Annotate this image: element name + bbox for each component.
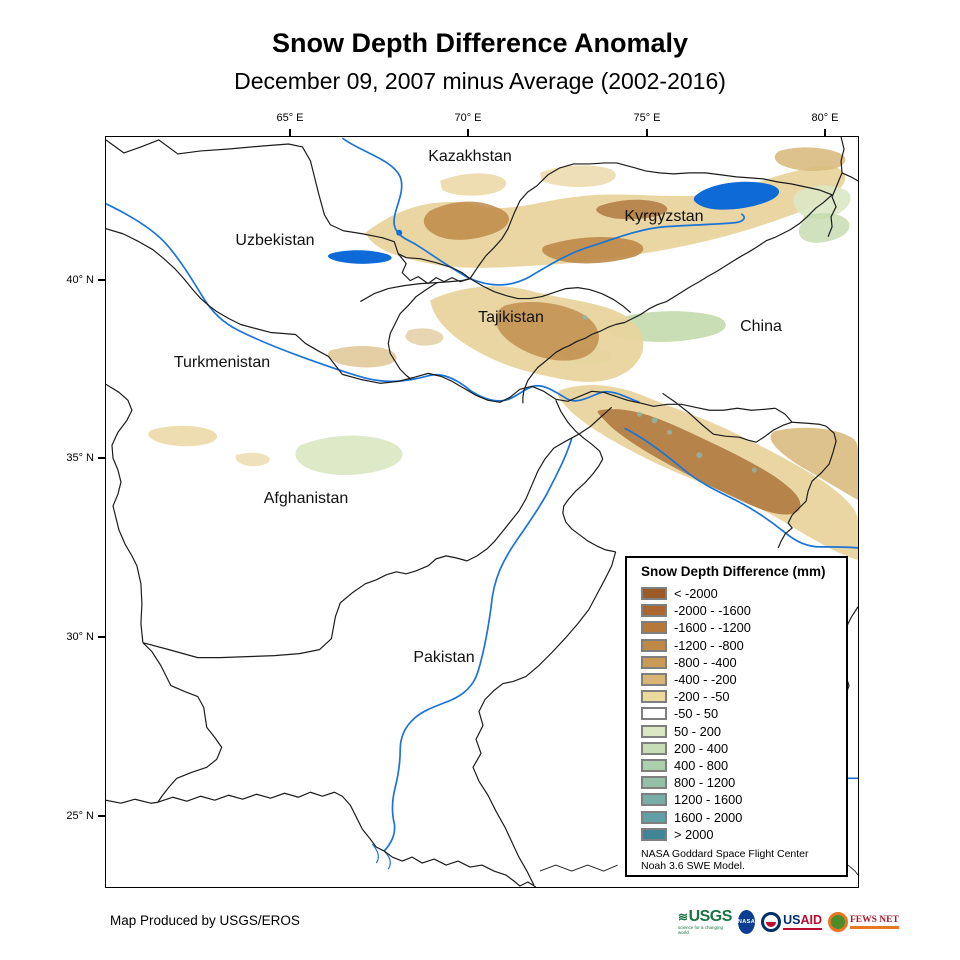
map-credit: Map Produced by USGS/EROS	[110, 913, 300, 928]
legend-swatch	[641, 759, 667, 772]
y-tick-label: 30° N	[66, 631, 94, 643]
legend-row	[641, 671, 846, 688]
legend-swatch	[641, 656, 667, 669]
legend-row	[641, 585, 846, 602]
legend-row	[641, 619, 846, 636]
legend-label: -400 - -200	[674, 672, 737, 688]
raster-afghan-tan1	[328, 346, 396, 368]
legend-label: -800 - -400	[674, 654, 737, 670]
legend-swatch	[641, 742, 667, 755]
page-subtitle: December 09, 2007 minus Average (2002-2016)	[234, 68, 726, 94]
usaid-logo	[761, 912, 822, 932]
legend-swatch	[641, 673, 667, 686]
raster-west-tan1	[148, 426, 217, 447]
x-tick-70e	[467, 129, 469, 136]
usgs-wordmark	[678, 909, 732, 925]
legend-source-line2: Noah 3.6 SWE Model.	[641, 860, 745, 873]
legend-row	[641, 602, 846, 619]
legend-swatch	[641, 828, 667, 841]
fews-wordmark	[850, 916, 899, 929]
legend-row	[641, 774, 846, 791]
usgs-flag-icon: ≋	[678, 910, 688, 924]
legend-source	[641, 848, 846, 873]
usaid-bar	[783, 928, 822, 931]
legend-box	[625, 556, 848, 877]
country-label-kyrgyzstan: Kyrgyzstan	[624, 208, 704, 225]
x-tick-label: 65° E	[276, 112, 304, 124]
nasa-logo: NASA	[738, 910, 755, 934]
legend-label: -200 - -50	[674, 689, 730, 705]
x-tick-label: 75° E	[633, 112, 661, 124]
legend-row	[641, 723, 846, 740]
raster-kaz-tan	[540, 165, 616, 187]
page-title: Snow Depth Difference Anomaly	[271, 28, 689, 58]
legend-label: 200 - 400	[674, 740, 729, 756]
legend-label: 800 - 1200	[674, 775, 736, 791]
fews-net-logo	[828, 912, 899, 932]
y-tick-label: 40° N	[66, 274, 94, 286]
border-india-pak	[473, 552, 616, 885]
legend-label: < -2000	[674, 586, 718, 602]
legend-label: -1200 - -800	[674, 637, 744, 653]
fews-globe-icon	[828, 912, 848, 932]
river-indus	[384, 438, 571, 851]
legend-swatch	[641, 776, 667, 789]
legend-swatch	[641, 621, 667, 634]
country-label-tajikistan: Tajikistan	[478, 309, 544, 326]
legend-label: -50 - 50	[674, 706, 719, 722]
y-tick-label: 35° N	[66, 452, 94, 464]
usaid-wordmark	[783, 914, 822, 931]
raster-tashkent-tan	[440, 173, 506, 195]
usaid-seal-icon	[761, 912, 781, 932]
usaid-word	[783, 914, 822, 927]
border-iran-afghan	[106, 384, 143, 642]
country-label-turkmenistan: Turkmenistan	[173, 354, 271, 371]
legend-row	[641, 637, 846, 654]
legend-label: 50 - 200	[674, 723, 721, 739]
y-tick-40n	[98, 279, 105, 281]
raster-west-tan2	[235, 453, 269, 467]
x-tick-75e	[646, 129, 648, 136]
legend-label: 1600 - 2000	[674, 809, 743, 825]
country-label-uzbekistan: Uzbekistan	[235, 232, 315, 249]
legend-swatch	[641, 725, 667, 738]
legend-row	[641, 808, 846, 825]
y-tick-25n	[98, 815, 105, 817]
usgs-tagline: science for a changing world	[678, 925, 724, 935]
border-iran-pak	[143, 643, 222, 803]
raster-afghan-green	[295, 436, 402, 475]
legend-label: 1200 - 1600	[674, 792, 743, 808]
y-tick-30n	[98, 636, 105, 638]
country-label-kazakhstan: Kazakhstan	[428, 148, 512, 165]
fews-label: FEWS NET	[850, 914, 899, 925]
x-tick-label: 80° E	[811, 112, 839, 124]
legend-swatch	[641, 587, 667, 600]
legend-label: -1600 - -1200	[674, 620, 751, 636]
legend-row	[641, 740, 846, 757]
agency-logos	[678, 905, 899, 939]
usgs-label: USGS	[688, 908, 732, 925]
legend-row	[641, 757, 846, 774]
legend-row	[641, 826, 846, 843]
legend-row	[641, 705, 846, 722]
x-tick-80e	[824, 129, 826, 136]
legend-swatch	[641, 604, 667, 617]
usgs-logo	[678, 909, 732, 935]
legend-label: > 2000	[674, 826, 714, 842]
legend-source-line1: NASA Goddard Space Flight Center	[641, 847, 809, 860]
raster-afghan-tan2	[405, 328, 443, 345]
legend-row	[641, 791, 846, 808]
x-tick-label: 70° E	[454, 112, 482, 124]
fews-bar	[850, 926, 899, 929]
legend-swatch	[641, 793, 667, 806]
legend-swatch	[641, 639, 667, 652]
legend-label: 400 - 800	[674, 757, 729, 773]
border-turkmen-uzb	[106, 229, 342, 375]
usaid-us: US	[783, 912, 801, 927]
raster-necorner-tan	[775, 147, 846, 171]
legend-swatch	[641, 690, 667, 703]
y-tick-label: 25° N	[66, 810, 94, 822]
country-label-china: China	[740, 318, 782, 335]
x-tick-65e	[289, 129, 291, 136]
legend-title: Snow Depth Difference (mm)	[641, 564, 826, 579]
border-coastline	[106, 792, 536, 887]
country-label-afghanistan: Afghanistan	[263, 490, 349, 507]
legend-row	[641, 688, 846, 705]
legend-row	[641, 654, 846, 671]
lake-aydar	[328, 250, 392, 264]
y-tick-35n	[98, 457, 105, 459]
legend-swatch	[641, 707, 667, 720]
usaid-aid: AID	[800, 912, 822, 927]
legend-swatch	[641, 811, 667, 824]
country-label-pakistan: Pakistan	[413, 649, 475, 666]
legend-label: -2000 - -1600	[674, 603, 751, 619]
